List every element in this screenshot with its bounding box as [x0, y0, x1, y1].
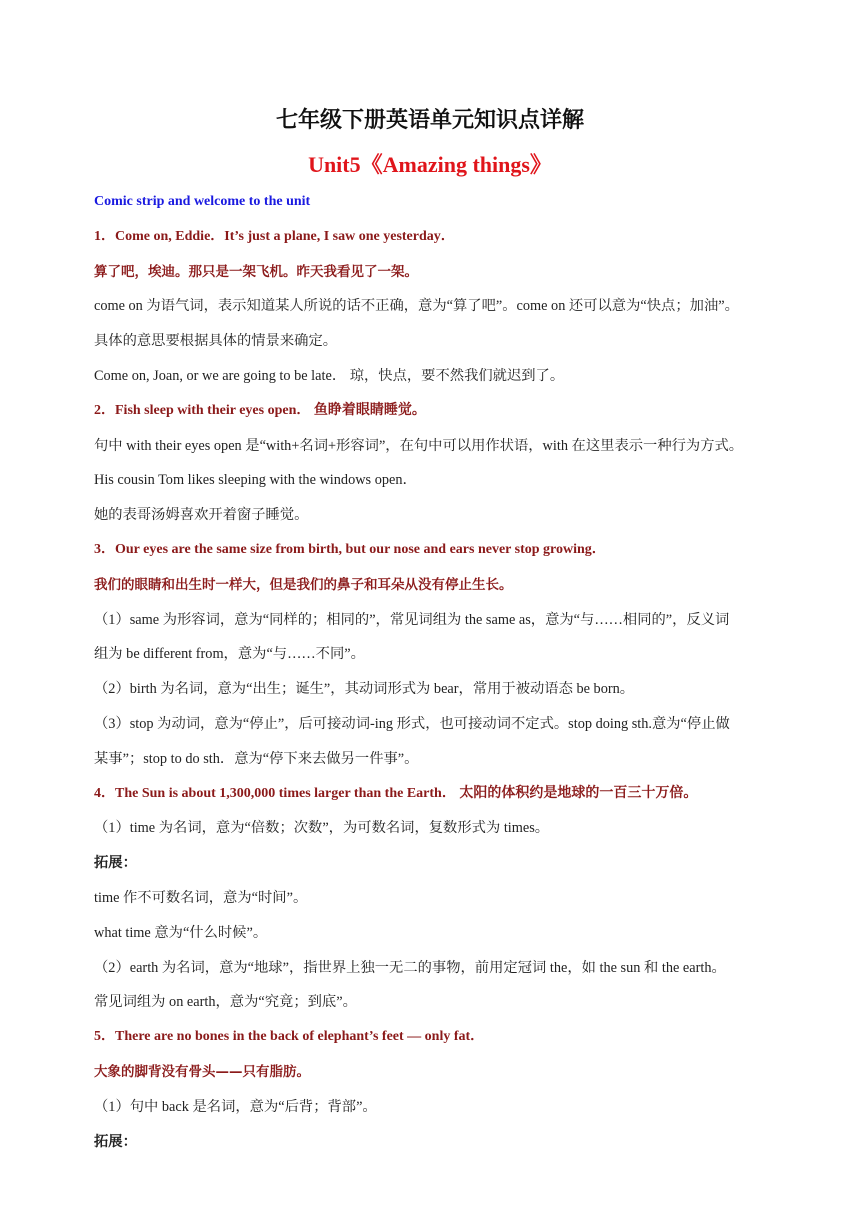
body-text-line: （1）time 为名词，意为“倍数；次数”，为可数名词，复数形式为 times。: [94, 820, 550, 837]
body-text-line: （1）句中 back 是名词，意为“后背；背部”。: [94, 1098, 377, 1115]
expansion-label: 拓展：: [94, 1133, 137, 1150]
body-text-line: （2）earth 为名词，意为“地球”，指世界上独一无二的事物，前用定冠词 the，如 the sun 和 the earth。: [94, 959, 726, 976]
body-text-line: 某事”；stop to do sth．意为“停下来去做另一件事”。: [94, 750, 419, 767]
body-text-line: Come on, Joan, or we are going to be late． 琼，快点，要不然我们就迟到了。: [94, 367, 565, 384]
body-text-line: （1）same 为形容词，意为“同样的；相同的”，常见词组为 the same as，意为“与……相同的”，反义词: [94, 611, 730, 628]
body-text-line: 组为 be different from，意为“与……不同”。: [94, 646, 365, 663]
body-text-line: come on 为语气词，表示知道某人所说的话不正确，意为“算了吧”。come on 还可以意为“快点；加油”。: [94, 298, 739, 315]
point-heading: 4．The Sun is about 1,300,000 times larger than the Earth． 太阳的体积约是地球的一百三十万倍。: [94, 785, 698, 801]
body-text-line: （2）birth 为名词，意为“出生；诞生”，其动词形式为 bear，常用于被动语态 be born。: [94, 681, 635, 698]
page-title: 七年级下册英语单元知识点详解: [275, 108, 584, 133]
body-text-line: what time 意为“什么时候”。: [94, 924, 268, 941]
document-body: [94, 190, 774, 1164]
body-text-line: （3）stop 为动词，意为“停止”，后可接动词-ing 形式，也可接动词不定式。stop doing sth.意为“停止做: [94, 715, 730, 732]
point-heading: 1．Come on, Eddie．It’s just a plane, I saw one yesterday．: [94, 228, 455, 244]
body-text-line: 她的表哥汤姆喜欢开着窗子睡觉。: [94, 507, 309, 524]
point-heading: 大象的脚背没有骨头——只有脂肪。: [94, 1063, 310, 1080]
point-heading: 算了吧，埃迪。那只是一架飞机。昨天我看见了一架。: [94, 263, 418, 280]
point-heading: 2．Fish sleep with their eyes open． 鱼睁着眼睛睡觉。: [94, 402, 426, 418]
body-text-line: 具体的意思要根据具体的情景来确定。: [94, 333, 338, 350]
body-text-line: 常见词组为 on earth，意为“究竟；到底”。: [94, 994, 357, 1011]
body-text-line: 句中 with their eyes open 是“with+名词+形容词”，在句中可以用作状语，with 在这里表示一种行为方式。: [94, 437, 744, 454]
point-heading: 5．There are no bones in the back of elephant’s feet — only fat．: [94, 1029, 485, 1045]
section-heading: Comic strip and welcome to the unit: [94, 194, 311, 209]
expansion-label: 拓展：: [94, 855, 137, 872]
point-heading: 我们的眼睛和出生时一样大，但是我们的鼻子和耳朵从没有停止生长。: [94, 576, 513, 593]
point-heading: 3．Our eyes are the same size from birth, but our nose and ears never stop growing．: [94, 541, 606, 557]
body-text-line: time 作不可数名词，意为“时间”。: [94, 889, 308, 906]
body-text-line: His cousin Tom likes sleeping with the windows open．: [94, 472, 417, 489]
unit-subtitle: Unit5《Amazing things》: [308, 152, 552, 177]
